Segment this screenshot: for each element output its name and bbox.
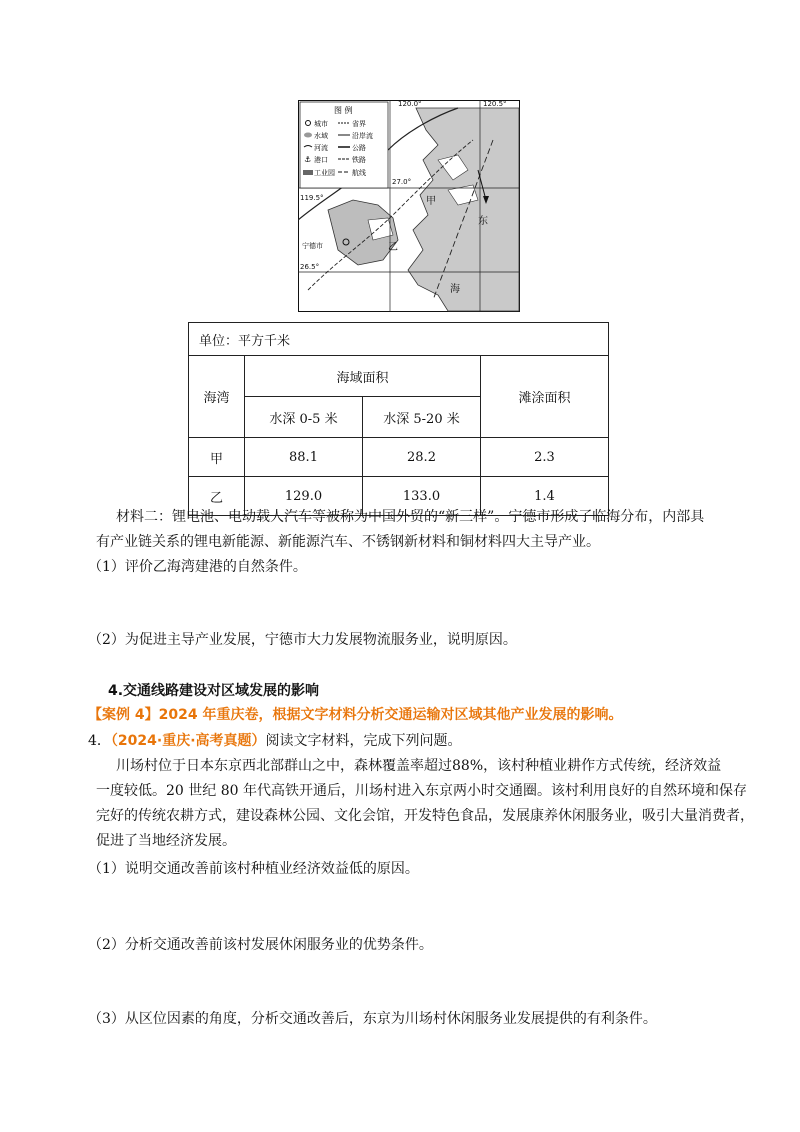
row-tidal: 2.3 <box>481 438 609 477</box>
map-figure <box>298 100 520 312</box>
paragraph-line-3: 完好的传统农耕方式，建设森林公园、文化会馆，开发特色食品，发展康养休闲服务业，吸引大量消费者， <box>96 808 754 824</box>
legend-road: 公路 <box>352 144 366 152</box>
bay-label-jia: 甲 <box>426 196 436 207</box>
table-unit: 单位：平方千米 <box>189 323 609 356</box>
lat-label-1: 27.0° <box>392 178 412 186</box>
material2-line2: 有产业链关系的锂电新能源、新能源汽车、不锈钢新材料和铜材料四大主导产业。 <box>96 534 600 550</box>
paragraph-line-4: 促进了当地经济发展。 <box>96 833 236 849</box>
legend-current: 沿岸流 <box>352 132 373 140</box>
question-2: （2）为促进主导产业发展，宁德市大力发展物流服务业，说明原因。 <box>88 632 517 648</box>
col-bay-header: 海湾 <box>189 356 245 438</box>
case-label: 【案例 4】2024 年重庆卷，根据文字材料分析交通运输对区域其他产业发展的影响。 <box>88 707 623 723</box>
legend-city: 城市 <box>314 120 328 128</box>
lon-left-label: 119.5° <box>300 194 324 202</box>
problem-source: （2024·重庆·高考真题） <box>110 733 266 749</box>
legend-rail: 铁路 <box>352 156 366 164</box>
svg-text:⚓: ⚓ <box>304 155 312 164</box>
legend-border: 省界 <box>352 120 366 128</box>
row-bay: 乙 <box>189 477 245 516</box>
lat-label-2: 26.5° <box>300 263 320 271</box>
row-depth2: 28.2 <box>363 438 481 477</box>
legend-industry: 工业园 <box>314 169 335 177</box>
problem-number: 4． <box>88 733 111 749</box>
legend-port: 港口 <box>314 156 328 164</box>
question-1: （1）评价乙海湾建港的自然条件。 <box>88 559 307 575</box>
col-depth1-header: 水深 0-5 米 <box>245 397 363 438</box>
problem-question-1: （1）说明交通改善前该村种植业经济效益低的原因。 <box>88 861 419 877</box>
col-tidal-header: 滩涂面积 <box>481 356 609 438</box>
problem-question-3: （3）从区位因素的角度，分析交通改善后，东京为川场村休闲服务业发展提供的有利条件。 <box>88 1011 657 1027</box>
legend-water: 水域 <box>314 132 328 140</box>
row-tidal: 1.4 <box>481 477 609 516</box>
city-label: 宁德市 <box>302 242 323 250</box>
row-bay: 甲 <box>189 438 245 477</box>
row-depth2: 133.0 <box>363 477 481 516</box>
lon-label-1: 120.0° <box>398 100 422 108</box>
table-row <box>189 438 609 477</box>
problem-header <box>88 732 462 750</box>
row-depth1: 129.0 <box>245 477 363 516</box>
row-depth1: 88.1 <box>245 438 363 477</box>
legend-title: 图 例 <box>334 106 353 115</box>
problem-question-2: （2）分析交通改善前该村发展休闲服务业的优势条件。 <box>88 937 433 953</box>
col-sea-area-header: 海域面积 <box>245 356 481 397</box>
legend-route: 航线 <box>352 169 366 177</box>
problem-instruction: 阅读文字材料，完成下列问题。 <box>265 733 462 749</box>
legend-river: 河流 <box>314 144 328 152</box>
paragraph-line-1: 川场村位于日本东京西北部群山之中，森林覆盖率超过88%，该村种植业耕作方式传统，经济效益 <box>116 758 722 774</box>
col-depth2-header: 水深 5-20 米 <box>363 397 481 438</box>
paragraph-line-2: 一度较低。20 世纪 80 年代高铁开通后，川场村进入东京两小时交通圈。该村利用良好的自然环境和保存 <box>96 783 747 799</box>
sea-label-dong: 东 <box>478 216 488 227</box>
material2-line1: 材料二：锂电池、电动载人汽车等被称为中国外贸的“新三样”。宁德市形成了临海分布，内部具 <box>116 509 705 525</box>
bay-data-table <box>188 322 609 516</box>
section-heading: 4.交通线路建设对区域发展的影响 <box>108 683 320 699</box>
sea-label-hai: 海 <box>450 284 460 295</box>
bay-label-yi: 乙 <box>388 242 398 253</box>
lon-label-2: 120.5° <box>483 100 507 108</box>
